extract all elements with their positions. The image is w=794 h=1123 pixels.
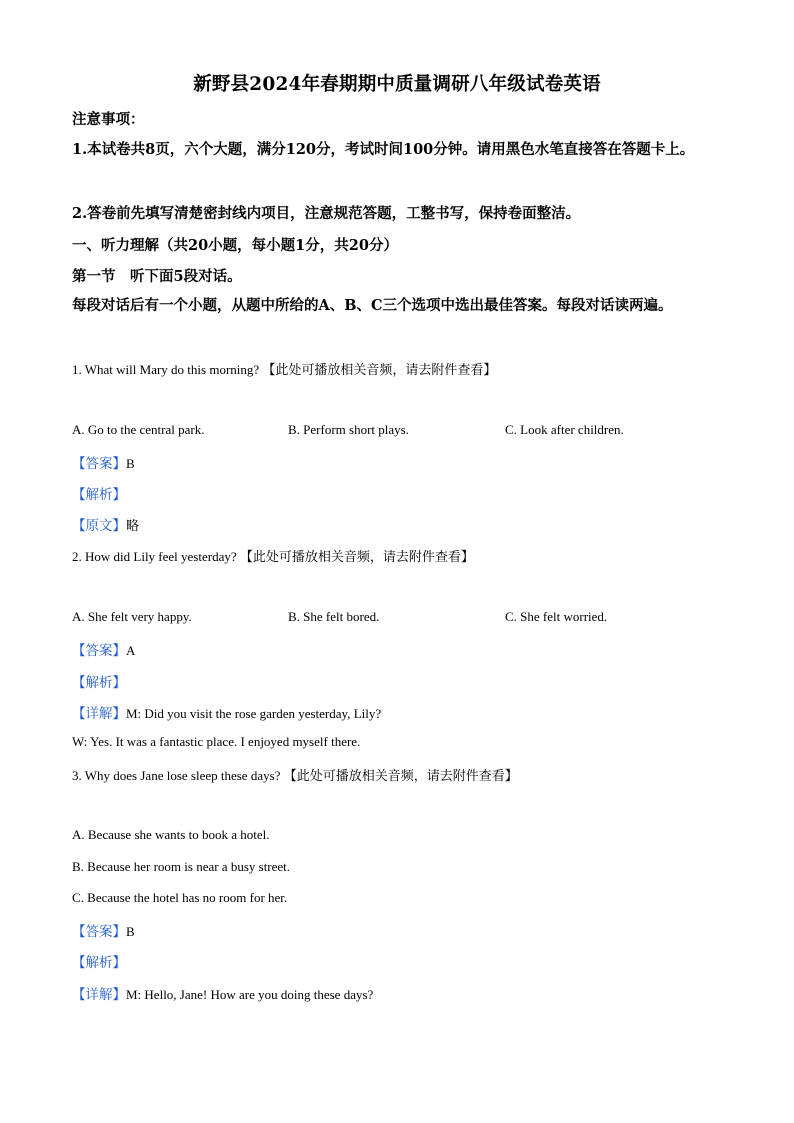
question-2-analysis-label: 【解析】 bbox=[72, 675, 126, 691]
question-1-option-c: C. Look after children. bbox=[505, 422, 624, 437]
answer-label: 【答案】 bbox=[72, 924, 126, 940]
question-1-analysis-label: 【解析】 bbox=[72, 487, 126, 503]
question-2-stem bbox=[72, 546, 474, 565]
question-3-option-a: A. Because she wants to book a hotel. bbox=[72, 827, 270, 842]
question-3-answer bbox=[72, 920, 135, 940]
answer-value: B bbox=[126, 456, 135, 471]
question-stem-text: 3. Why does Jane lose sleep these days? bbox=[72, 768, 281, 783]
question-1-original bbox=[72, 514, 139, 534]
section-listening-heading: 一、听力理解（共20小题，每小题1分，共20分） bbox=[72, 237, 398, 254]
question-3-analysis-label: 【解析】 bbox=[72, 955, 126, 971]
question-3-option-b: B. Because her room is near a busy street. bbox=[72, 859, 291, 874]
question-2-detail-2: W: Yes. It was a fantastic place. I enjoyed myself there. bbox=[72, 734, 361, 749]
question-stem-text: 1. What will Mary do this morning? bbox=[72, 362, 260, 377]
answer-label: 【答案】 bbox=[72, 456, 126, 472]
audio-note[interactable]: 【此处可播放相关音频，请去附件查看】 bbox=[239, 550, 474, 565]
answer-label: 【答案】 bbox=[72, 643, 126, 659]
question-2-detail-1 bbox=[72, 702, 381, 722]
part-1-heading: 第一节 听下面5段对话。 bbox=[72, 268, 242, 285]
detail-label: 【详解】 bbox=[72, 706, 126, 722]
question-2-option-b: B. She felt bored. bbox=[288, 609, 380, 624]
notice-heading: 注意事项： bbox=[72, 111, 145, 128]
answer-value: B bbox=[126, 924, 135, 939]
original-label: 【原文】 bbox=[72, 518, 126, 534]
question-1-option-a: A. Go to the central park. bbox=[72, 422, 205, 437]
answer-value: A bbox=[126, 643, 136, 658]
original-value: 略 bbox=[126, 519, 140, 534]
detail-label: 【详解】 bbox=[72, 987, 126, 1003]
question-1-option-b: B. Perform short plays. bbox=[288, 422, 409, 437]
detail-text: M: Did you visit the rose garden yesterday, Lily? bbox=[126, 706, 382, 721]
question-3-detail-1 bbox=[72, 983, 373, 1003]
page-title: 新野县2024年春期期中质量调研八年级试卷英语 bbox=[193, 74, 601, 95]
question-2-option-c: C. She felt worried. bbox=[505, 609, 608, 624]
question-3-option-c: C. Because the hotel has no room for her. bbox=[72, 890, 288, 905]
part-1-instructions: 每段对话后有一个小题，从题中所给的A、B、C三个选项中选出最佳答案。每段对话读两遍。 bbox=[72, 297, 673, 314]
question-1-stem bbox=[72, 359, 496, 378]
notice-item-2: 2.答卷前先填写清楚密封线内项目，注意规范答题，工整书写，保持卷面整洁。 bbox=[72, 205, 581, 222]
audio-note[interactable]: 【此处可播放相关音频，请去附件查看】 bbox=[283, 769, 518, 784]
audio-note[interactable]: 【此处可播放相关音频，请去附件查看】 bbox=[262, 363, 497, 378]
question-2-option-a: A. She felt very happy. bbox=[72, 609, 192, 624]
notice-item-1: 1.本试卷共8页，六个大题，满分120分，考试时间100分钟。请用黑色水笔直接答在答题卡上。 bbox=[72, 141, 695, 158]
question-2-answer bbox=[72, 639, 135, 659]
question-3-stem bbox=[72, 765, 518, 784]
detail-text: M: Hello, Jane! How are you doing these days? bbox=[126, 987, 374, 1002]
question-stem-text: 2. How did Lily feel yesterday? bbox=[72, 549, 237, 564]
question-1-answer bbox=[72, 452, 135, 472]
